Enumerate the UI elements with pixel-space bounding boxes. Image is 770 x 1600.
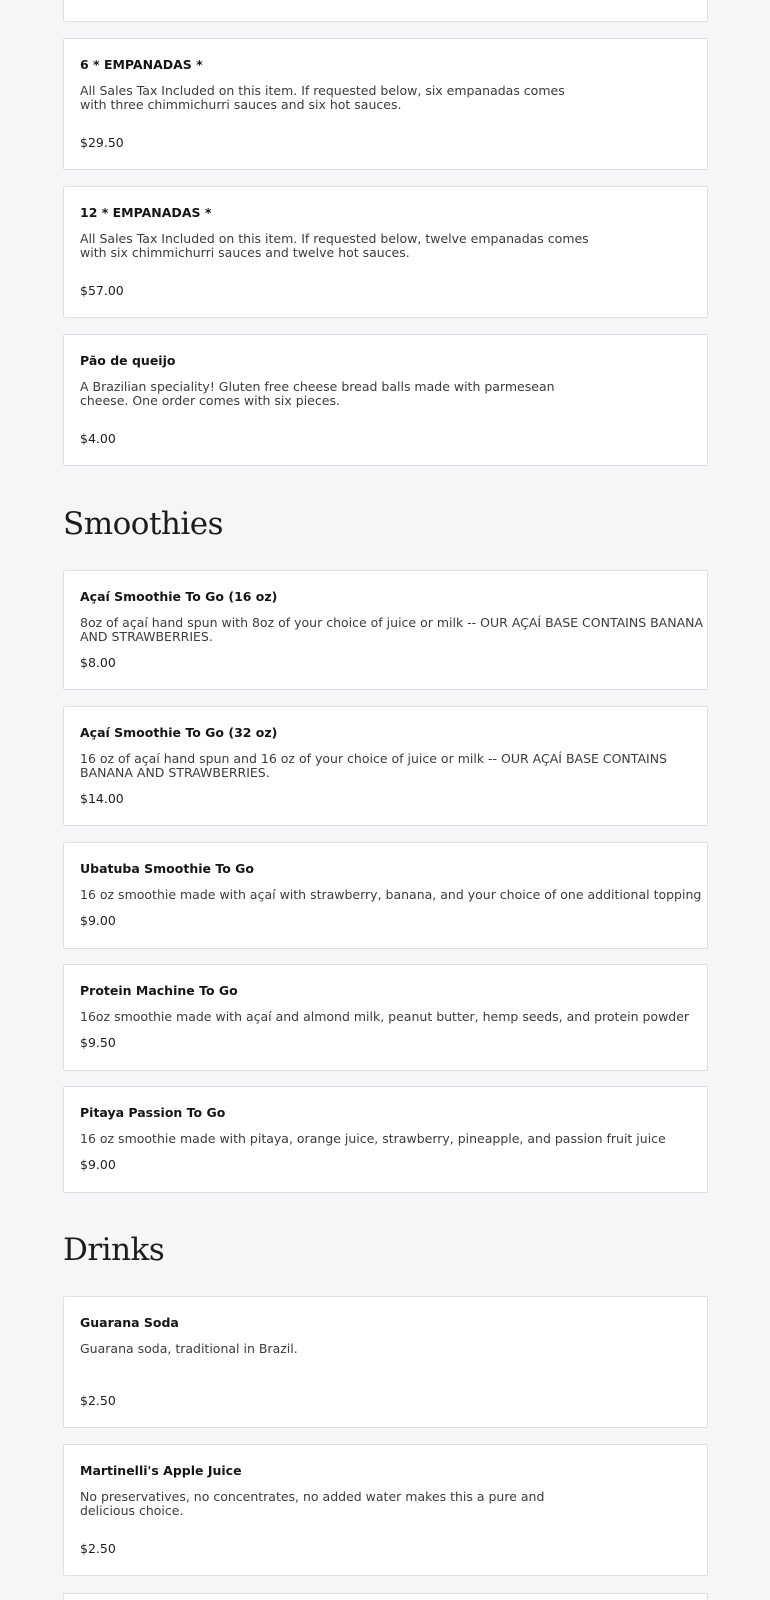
menu-item-price: $29.50 bbox=[80, 135, 124, 150]
menu-item-name: 6 * EMPANADAS * bbox=[80, 57, 203, 72]
menu-item-name: Pão de queijo bbox=[80, 353, 176, 368]
section-title-smoothies: Smoothies bbox=[63, 506, 224, 542]
menu-item-price: $9.00 bbox=[80, 1157, 116, 1172]
menu-item-name: Açaí Smoothie To Go (32 oz) bbox=[80, 725, 278, 740]
menu-item-card[interactable] bbox=[63, 38, 708, 170]
menu-item-description: 16 oz smoothie made with pitaya, orange juice, strawberry, pineapple, and passion fruit juice bbox=[80, 1131, 666, 1146]
menu-item-card[interactable] bbox=[63, 570, 708, 690]
menu-item-description: Guarana soda, traditional in Brazil. bbox=[80, 1341, 298, 1356]
menu-item-price: $8.00 bbox=[80, 655, 116, 670]
menu-item-name: Açaí Smoothie To Go (16 oz) bbox=[80, 589, 278, 604]
menu-item-price: $4.00 bbox=[80, 431, 116, 446]
menu-item-price: $2.50 bbox=[80, 1393, 116, 1408]
menu-item-card-partial[interactable] bbox=[63, 0, 708, 22]
menu-item-card[interactable] bbox=[63, 186, 708, 318]
menu-item-name: Martinelli's Apple Juice bbox=[80, 1463, 242, 1478]
menu-item-price: $2.50 bbox=[80, 1541, 116, 1556]
menu-item-description: 16 oz smoothie made with açaí with strawberry, banana, and your choice of one additional topping bbox=[80, 887, 702, 902]
menu-item-description: 8oz of açaí hand spun with 8oz of your choice of juice or milk -- OUR AÇAÍ BASE CONTAINS BANANA AND STRAWBERRIES. bbox=[80, 615, 704, 644]
menu-item-name: Protein Machine To Go bbox=[80, 983, 238, 998]
menu-item-price: $9.00 bbox=[80, 913, 116, 928]
section-title-drinks: Drinks bbox=[63, 1232, 165, 1268]
menu-item-card[interactable] bbox=[63, 334, 708, 466]
menu-item-card[interactable] bbox=[63, 1086, 708, 1193]
menu-item-description: A Brazilian speciality! Gluten free cheese bread balls made with parmesean cheese. One order comes with six pieces. bbox=[80, 379, 555, 408]
menu-item-price: $57.00 bbox=[80, 283, 124, 298]
menu-item-card[interactable] bbox=[63, 706, 708, 826]
menu-item-price: $9.50 bbox=[80, 1035, 116, 1050]
menu-item-description: No preservatives, no concentrates, no added water makes this a pure and delicious choice. bbox=[80, 1489, 545, 1518]
menu-item-card[interactable] bbox=[63, 842, 708, 949]
menu-item-card[interactable] bbox=[63, 964, 708, 1071]
menu-item-description: 16oz smoothie made with açaí and almond milk, peanut butter, hemp seeds, and protein powder bbox=[80, 1009, 690, 1024]
menu-item-name: Ubatuba Smoothie To Go bbox=[80, 861, 254, 876]
menu-item-description: All Sales Tax Included on this item. If requested below, twelve empanadas comes with six chimmichurri sauces and twelve hot sauces. bbox=[80, 231, 589, 260]
menu-item-price: $14.00 bbox=[80, 791, 124, 806]
menu-item-card[interactable] bbox=[63, 1444, 708, 1576]
menu-item-name: Pitaya Passion To Go bbox=[80, 1105, 226, 1120]
menu-item-name: 12 * EMPANADAS * bbox=[80, 205, 212, 220]
menu-item-description: All Sales Tax Included on this item. If requested below, six empanadas comes with three chimmichurri sauces and six hot sauces. bbox=[80, 83, 565, 112]
menu-item-description: 16 oz of açaí hand spun and 16 oz of your choice of juice or milk -- OUR AÇAÍ BASE CONTAINS BANANA AND STRAWBERRIES. bbox=[80, 751, 667, 780]
menu-item-name: Guarana Soda bbox=[80, 1315, 179, 1330]
menu-item-card[interactable] bbox=[63, 1296, 708, 1428]
